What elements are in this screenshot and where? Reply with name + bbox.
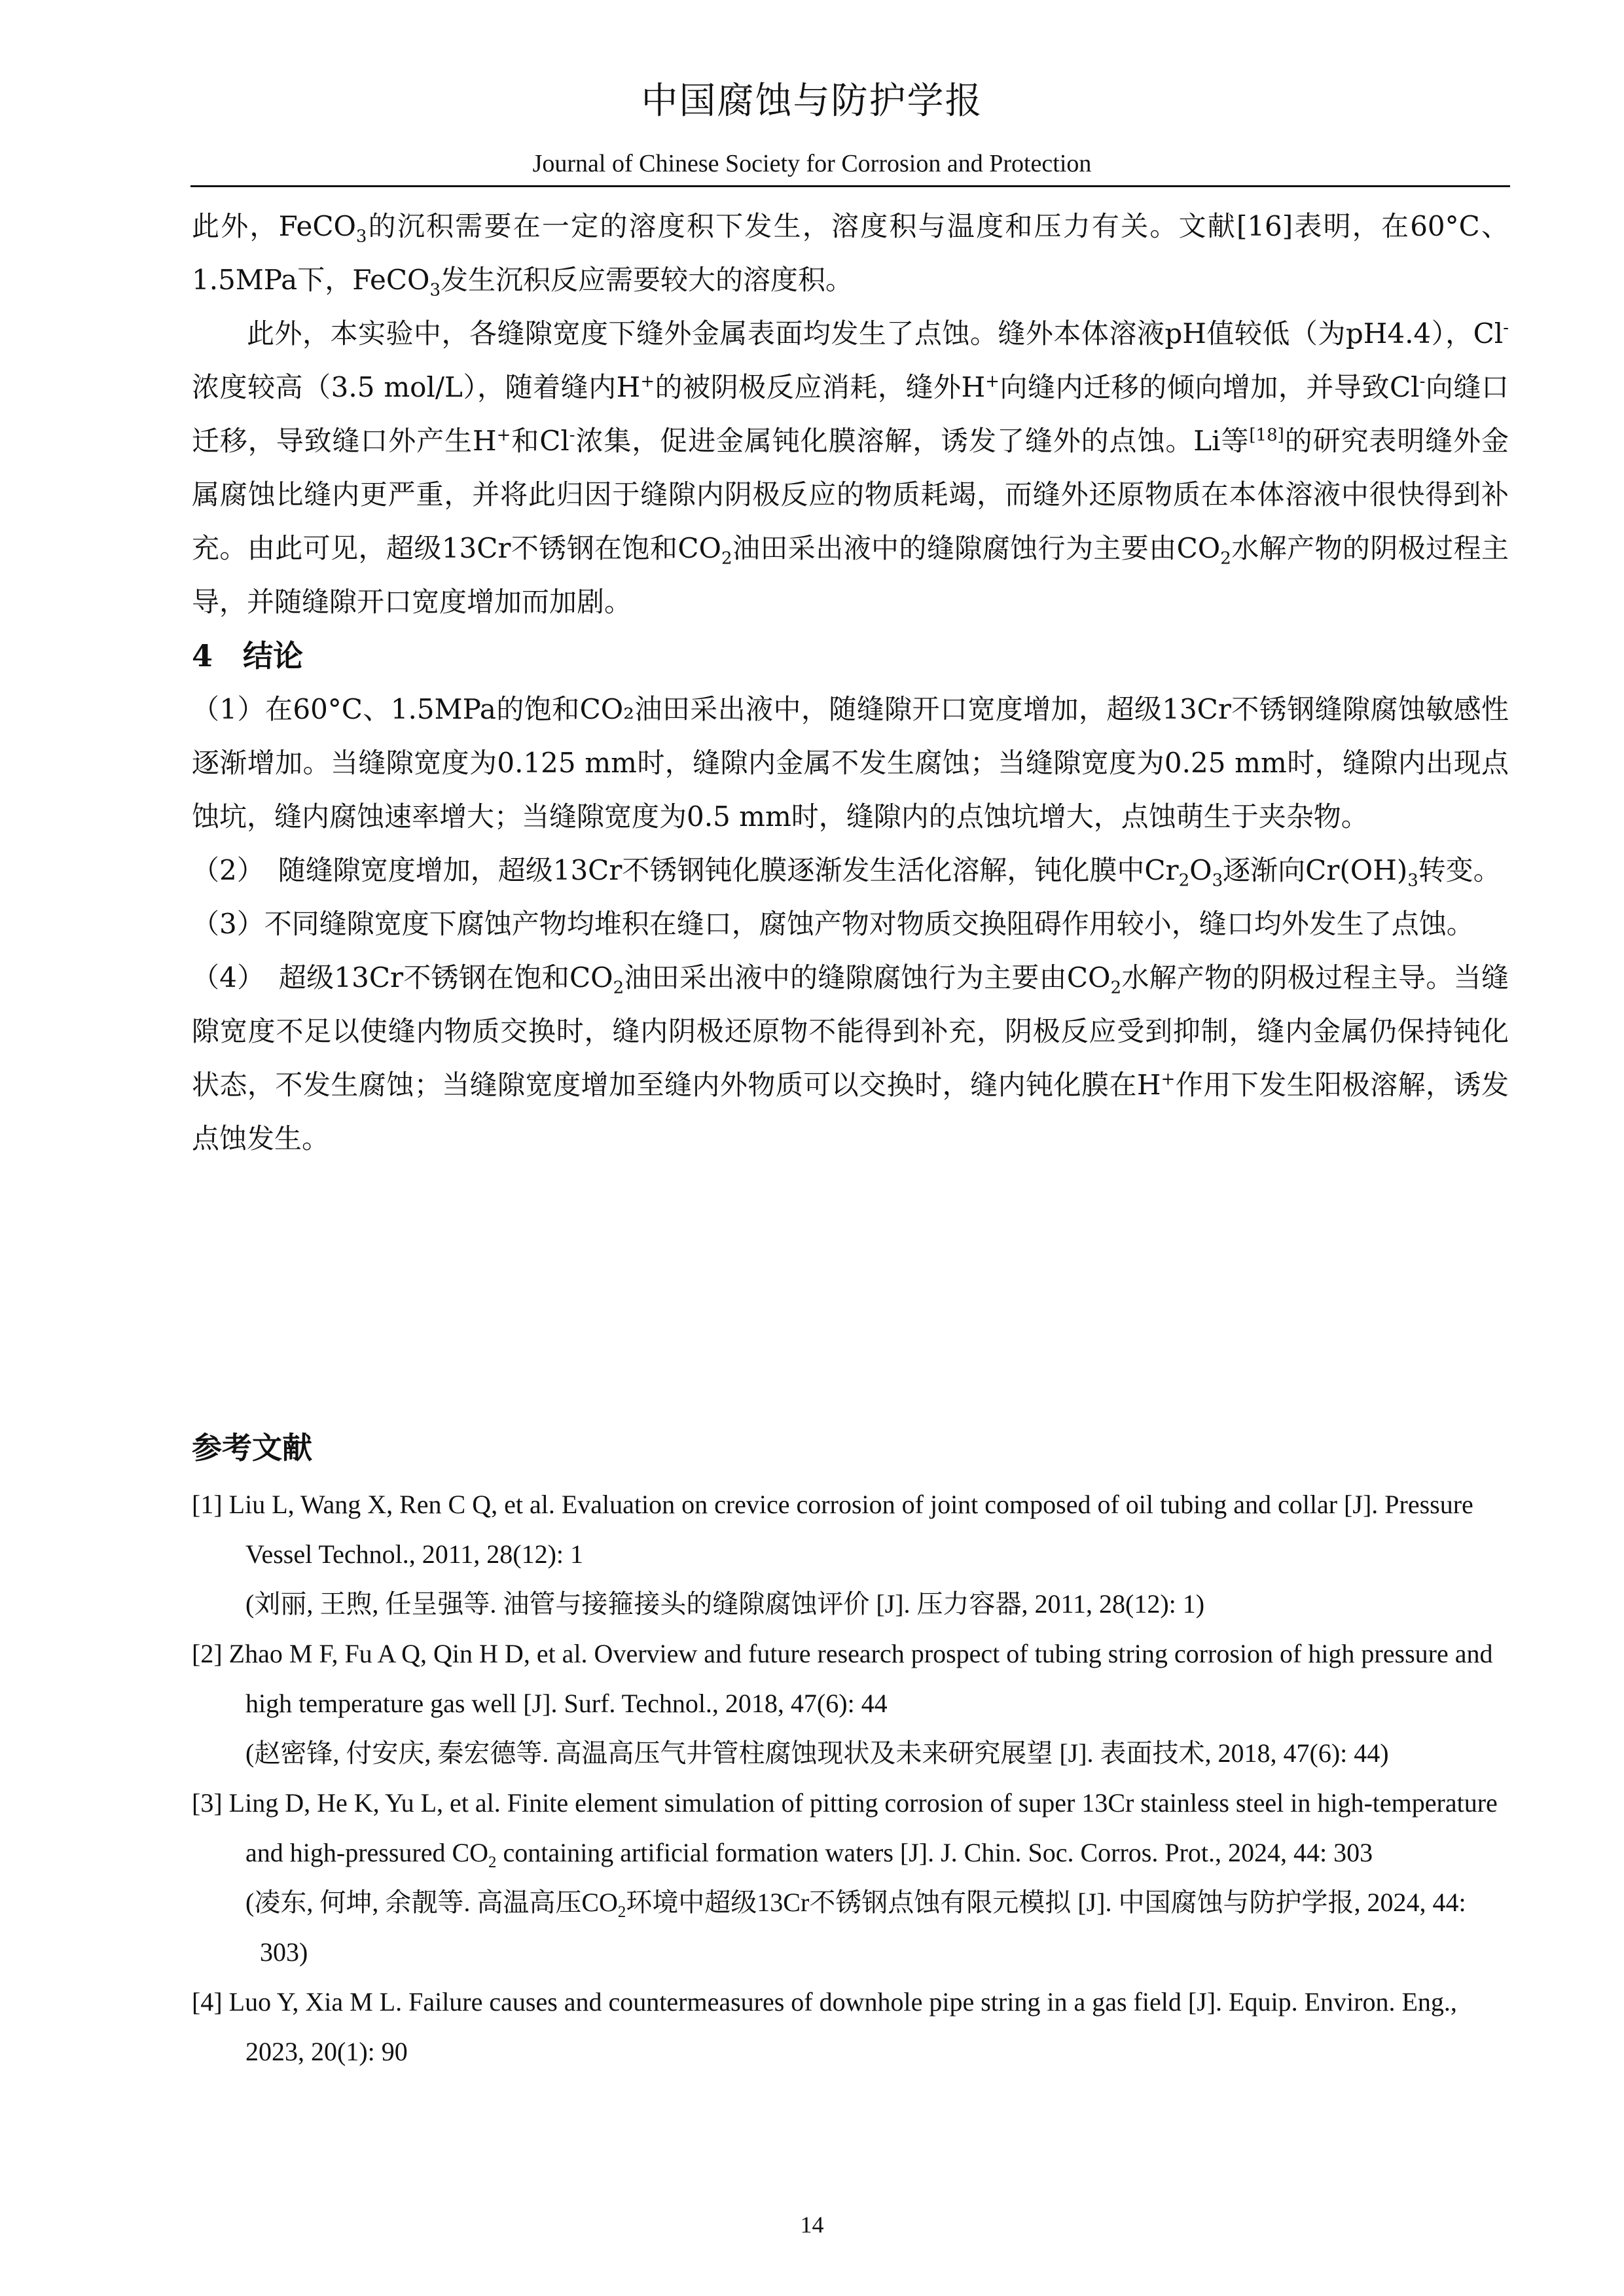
reference-3-en: [3] Ling D, He K, Yu L, et al. Finite element simulation of pitting corrosion of super 13Cr stainless steel in high-temperature and high-pressured $CO_2$ containing artificial formation waters [J]. J. Chin. Soc. Corros. Prot., 2024, 44: 303 (192, 1788, 1498, 1871)
reference-4-en: [4] Luo Y, Xia M L. Failure causes and countermeasures of downhole pipe string in a gas field [J]. Equip. Environ. Eng., 2023, 20(1): 90 (192, 1987, 1457, 2066)
conclusion-3: （3）不同缝隙宽度下腐蚀产物均堆积在缝口，腐蚀产物对物质交换阻碍作用较小，缝口均外发生了点蚀。 (192, 908, 1474, 940)
journal-title-en: Journal of Chinese Society for Corrosion and Protection (532, 150, 1092, 177)
references (192, 1424, 1509, 2077)
reference-2-en: [2] Zhao M F, Fu A Q, Qin H D, et al. Overview and future research prospect of tubing string corrosion of high pressure and high temperature gas well [J]. Surf. Technol., 2018, 47(6): 44 (192, 1639, 1493, 1718)
journal-title-cn: 中国腐蚀与防护学报 (641, 80, 983, 122)
paragraph-feco3: 此外，FeCO$_3$的沉积需要在一定的溶度积下发生，溶度积与温度和压力有关。文献[16]表明，在60°C、1.5MPa下，FeCO$_3$发生沉积反应需要较大的溶度积。 (192, 210, 1509, 300)
paragraph-pitting: 此外，本实验中，各缝隙宽度下缝外金属表面均发生了点蚀。缝外本体溶液pH值较低（为pH4.4），Cl-浓度较高（3.5 mol/L），随着缝内H+的被阴极反应消耗，缝外H+向缝内迁移的倾向增加，并导致Cl-向缝口迁移，导致缝口外产生H+和Cl-浓集，促进金属钝化膜溶解，诱发了缝外的点蚀。Li等[18]的研究表明缝外金属腐蚀比缝内更严重，并将此归因于缝隙内阴极反应的物质耗竭，而缝外还原物质在本体溶液中很快得到补充。由此可见，超级13Cr不锈钢在饱和$CO_2$油田采出液中的缝隙腐蚀行为主要由$CO_2$水解产物的阴极过程主导，并随缝隙开口宽度增加而加剧。 (192, 317, 1509, 618)
reference-1-cn: (刘丽, 王煦, 任呈强等. 油管与接箍接头的缝隙腐蚀评价 [J]. 压力容器, 2011, 28(12): 1) (245, 1589, 1205, 1619)
reference-1-en: [1] Liu L, Wang X, Ren C Q, et al. Evaluation on crevice corrosion of joint composed of oil tubing and collar [J]. Pressure Vessel Technol., 2011, 28(12): 1 (192, 1490, 1473, 1569)
conclusion-1: （1）在60°C、1.5MPa的饱和CO₂油田采出液中，随缝隙开口宽度增加，超级13Cr不锈钢缝隙腐蚀敏感性逐渐增加。当缝隙宽度为0.125 mm时，缝隙内金属不发生腐蚀；当缝隙宽度为0.25 mm时，缝隙内出现点蚀坑，缝内腐蚀速率增大；当缝隙宽度为0.5 mm时，缝隙内的点蚀坑增大，点蚀萌生于夹杂物。 (192, 693, 1509, 833)
conclusion-4: （4） 超级13Cr不锈钢在饱和$CO_2$油田采出液中的缝隙腐蚀行为主要由$CO_2$水解产物的阴极过程主导。当缝隙宽度不足以使缝内物质交换时，缝内阴极还原物不能得到补充，阴极反应受到抑制，缝内金属仍保持钝化状态，不发生腐蚀；当缝隙宽度增加至缝内外物质可以交换时，缝内钝化膜在H+作用下发生阳极溶解，诱发点蚀发生。 (192, 961, 1509, 1155)
reference-2-cn: (赵密锋, 付安庆, 秦宏德等. 高温高压气井管柱腐蚀现状及未来研究展望 [J]. 表面技术, 2018, 47(6): 44) (245, 1738, 1389, 1768)
section-heading-conclusion: 4 结论 (192, 638, 304, 673)
page-number: 14 (800, 2212, 824, 2238)
body-text (192, 200, 1509, 1166)
conclusion-2: （2） 随缝隙宽度增加，超级13Cr不锈钢钝化膜逐渐发生活化溶解，钝化膜中$Cr_2O_3$逐渐向$Cr(OH)_3$转变。 (192, 854, 1501, 891)
header-rule (190, 185, 1510, 187)
references-heading: 参考文献 (192, 1431, 312, 1465)
reference-3-cn: (凌东, 何坤, 余靓等. 高温高压$CO_2$环境中超级13Cr不锈钢点蚀有限元模拟 [J]. 中国腐蚀与防护学报, 2024, 44: 303) (245, 1888, 1466, 1967)
